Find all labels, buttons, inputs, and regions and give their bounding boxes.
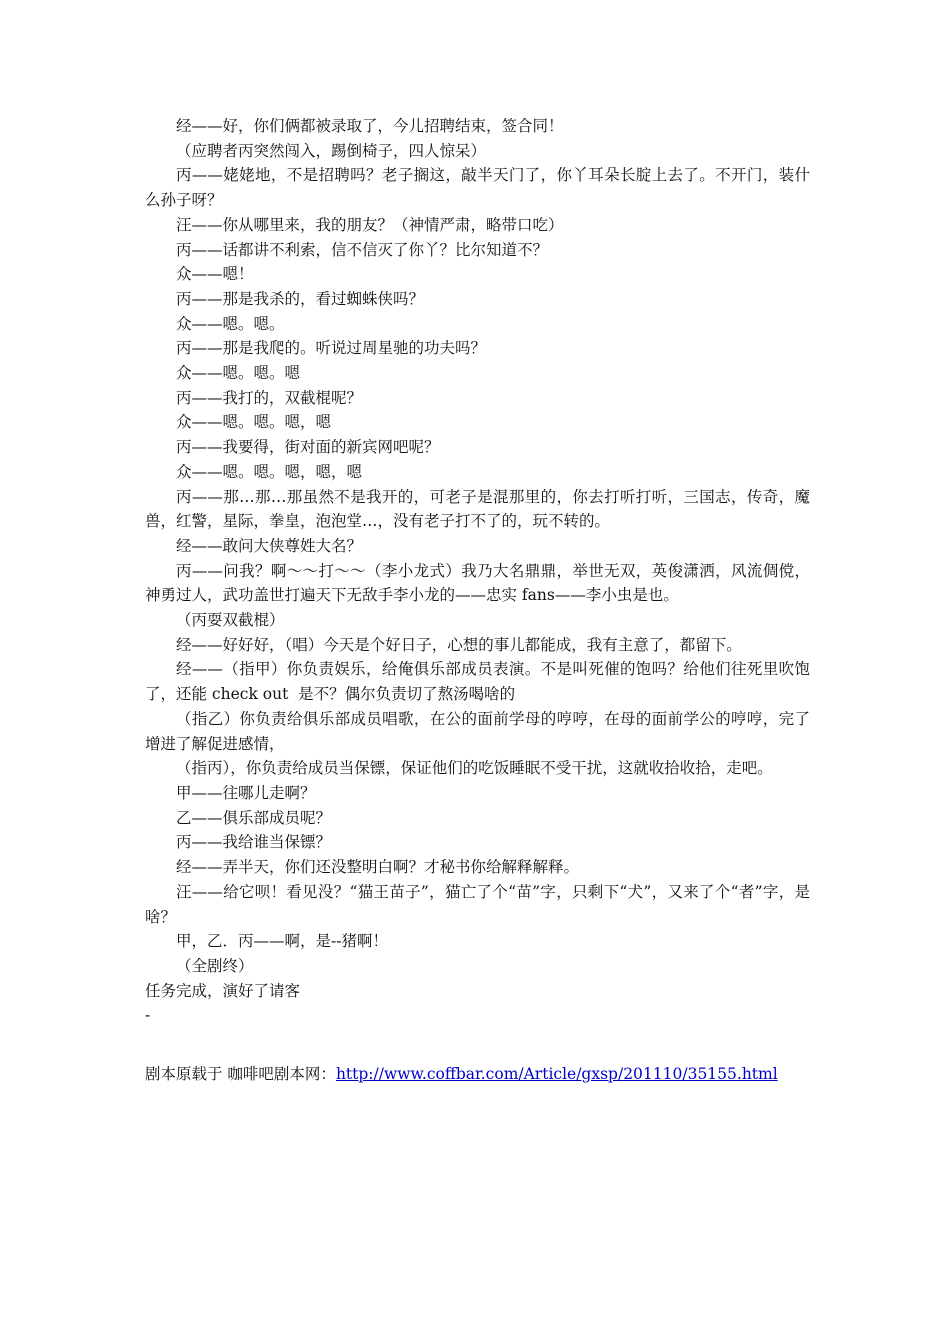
script-line: 经——敢问大侠尊姓大名？ bbox=[176, 536, 363, 555]
script-line: 丙——那是我爬的。听说过周星驰的功夫吗？ bbox=[176, 339, 487, 358]
script-line: 经——（指甲）你负责娱乐，给俺俱乐部成员表演。不是叫死催的饱吗？给他们往死里吹饱了，还能 check out 是不？偶尔负责切了熬汤喝啥的 bbox=[145, 660, 810, 704]
script-line: 众——嗯。嗯。 bbox=[176, 314, 285, 333]
script-line: 丙——那是我杀的，看过蜘蛛侠吗？ bbox=[176, 289, 425, 308]
script-line: （指丙），你负责给成员当保镖，保证他们的吃饭睡眠不受干扰，这就收拾收拾，走吧。 bbox=[176, 759, 773, 778]
source-note bbox=[145, 1062, 845, 1086]
script-line: 经——好，你们俩都被录取了，今儿招聘结束，签合同！ bbox=[176, 117, 564, 135]
source-prefix: 剧本原载于 咖啡吧剧本网： bbox=[145, 1065, 336, 1083]
script-line: （全剧终） bbox=[176, 956, 254, 975]
script-line: 丙——我给谁当保镖？ bbox=[176, 833, 332, 852]
script-line: （丙耍双截棍） bbox=[176, 611, 285, 630]
script-line: 经——好好好，（唱）今天是个好日子，心想的事儿都能成，我有主意了，都留下。 bbox=[176, 635, 742, 654]
script-line: 汪——你从哪里来，我的朋友？（神情严肃，略带口吃） bbox=[176, 215, 564, 234]
script-line: 众——嗯。嗯。嗯，嗯，嗯 bbox=[176, 462, 363, 481]
script-line: 众——嗯。嗯。嗯 bbox=[176, 364, 301, 383]
script-line: 甲——往哪儿走啊？ bbox=[176, 783, 316, 802]
script-line: 丙——话都讲不利索，信不信灭了你丫？比尔知道不？ bbox=[176, 240, 549, 259]
script-line: - bbox=[145, 1006, 151, 1025]
script-body bbox=[145, 114, 810, 1028]
script-line: 丙——我打的，双截棍呢？ bbox=[176, 388, 363, 407]
script-line: 众——嗯！ bbox=[176, 265, 254, 284]
script-line: 丙——我要得，街对面的新宾网吧呢？ bbox=[176, 438, 440, 457]
script-line: 经——弄半天，你们还没整明白啊？才秘书你给解释解释。 bbox=[176, 858, 580, 877]
script-line: 任务完成，演好了请客 bbox=[145, 981, 301, 1000]
script-line: 丙——姥姥地，不是招聘吗？老子搁这，敲半天门了，你丫耳朵长腚上去了。不开门，装什么孙子呀？ bbox=[145, 166, 810, 210]
script-line: 甲，乙．丙——啊，是--猪啊！ bbox=[176, 932, 388, 951]
script-line: 众——嗯。嗯。嗯，嗯 bbox=[176, 413, 332, 432]
script-line: 丙——那…那…那虽然不是我开的，可老子是混那里的，你去打听打听，三国志，传奇，魔兽，红警，星际，拳皇，泡泡堂…，没有老子打不了的，玩不转的。 bbox=[145, 487, 810, 531]
script-line: （指乙）你负责给俱乐部成员唱歌，在公的面前学母的哼哼，在母的面前学公的哼哼，完了增进了解促进感情， bbox=[145, 709, 810, 753]
script-line: （应聘者丙突然闯入，踢倒椅子，四人惊呆） bbox=[176, 141, 487, 160]
script-line: 丙——问我？啊～～打～～（李小龙式）我乃大名鼎鼎，举世无双，英俊潇洒，风流倜傥，神勇过人，武功盖世打遍天下无敌手李小龙的——忠实 fans——李小虫是也。 bbox=[145, 561, 810, 605]
script-line: 乙——俱乐部成员呢？ bbox=[176, 808, 332, 827]
script-line: 汪——给它呗！看见没？“猫王苗子”，猫亡了个“苗”字，只剩下“犬”，又来了个“者”字，是啥？ bbox=[145, 882, 810, 926]
source-link[interactable]: http://www.coffbar.com/Article/gxsp/201110/35155.html bbox=[335, 1065, 778, 1083]
